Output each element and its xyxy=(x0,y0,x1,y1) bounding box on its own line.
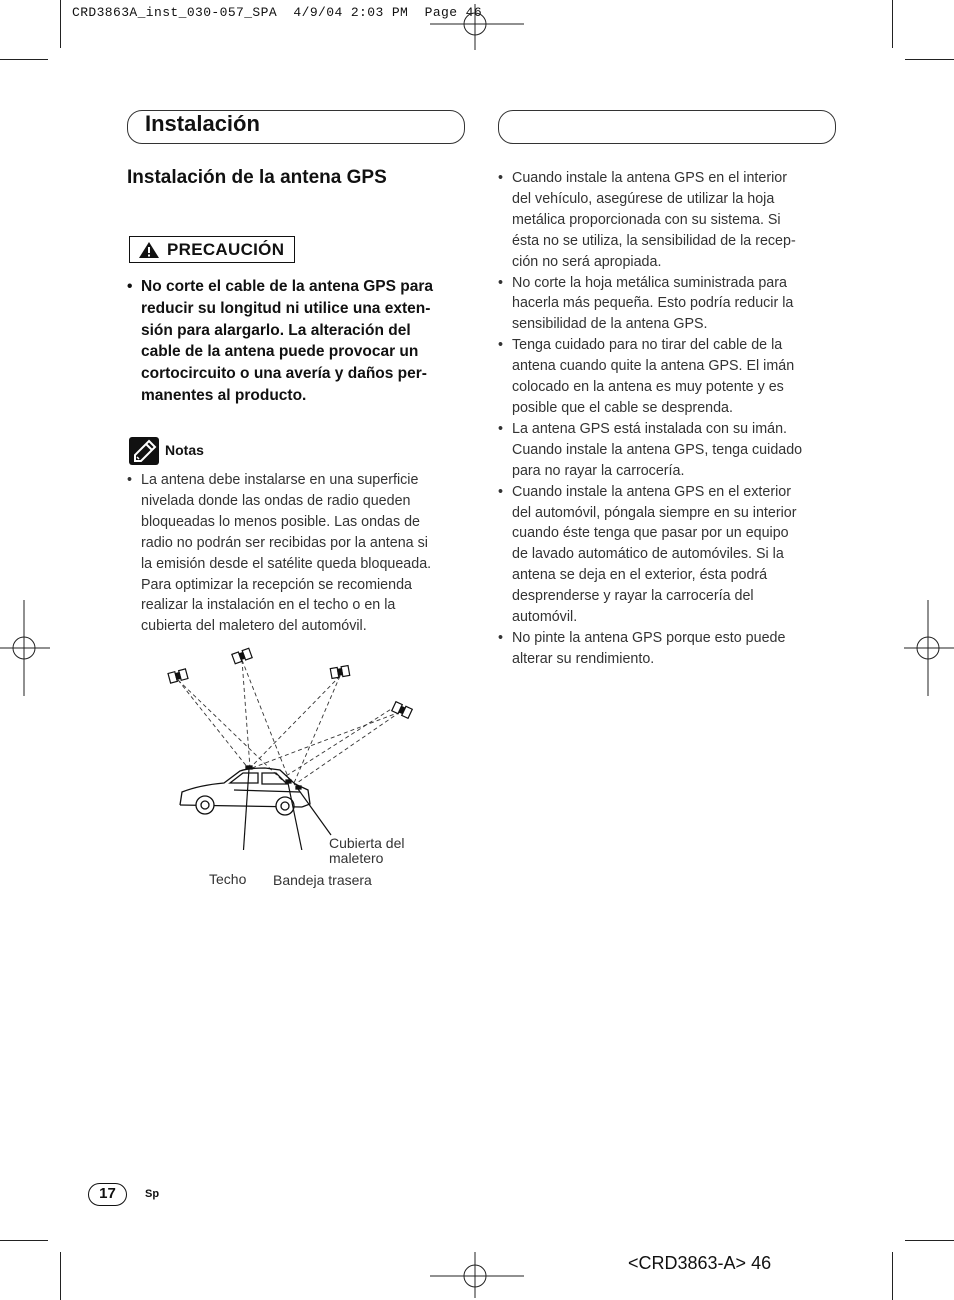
section-title-box-right xyxy=(498,110,836,144)
item-line: alterar su rendimiento. xyxy=(512,650,655,667)
satellite-icon xyxy=(168,648,412,718)
item-line: La antena GPS está instalada con su imán. xyxy=(512,420,787,437)
bullet: • xyxy=(498,420,504,437)
item-line: Cuando instale la antena GPS en el exterior xyxy=(512,483,791,500)
warning-icon xyxy=(138,241,160,259)
registration-mark xyxy=(430,1252,524,1298)
print-slug: CRD3863A_inst_030-057_SPA 4/9/04 2:03 PM Page 46 xyxy=(72,5,483,20)
right-column-list xyxy=(498,168,843,670)
caution-line: cable de la antena puede provocar un xyxy=(141,343,419,361)
item-line: cuando éste tenga que pasar por un equipo xyxy=(512,525,789,542)
crop-mark xyxy=(905,59,954,60)
crop-mark xyxy=(60,1252,61,1300)
registration-mark xyxy=(430,4,524,50)
item-line: sensibilidad de la antena GPS. xyxy=(512,316,708,333)
bullet: • xyxy=(498,274,504,291)
caution-line: cortocircuito o una avería y daños per- xyxy=(141,365,427,383)
caution-line: sión para alargarlo. La alteración del xyxy=(141,321,411,339)
note-line: bloqueadas lo menos posible. Las ondas de xyxy=(141,513,420,530)
list-item xyxy=(498,335,843,419)
item-line: colocado en la antena es muy potente y es xyxy=(512,379,784,396)
bullet: • xyxy=(127,278,133,295)
gps-antenna-illustration xyxy=(160,640,430,850)
item-line: antena se deja en el exterior, ésta podrá xyxy=(512,567,768,584)
notes-label: Notas xyxy=(165,442,204,458)
item-line: Cuando instale la antena GPS, tenga cuidado xyxy=(512,441,803,458)
page-heading: Instalación de la antena GPS xyxy=(127,167,387,188)
list-item xyxy=(498,482,843,628)
item-line: No pinte la antena GPS porque esto puede xyxy=(512,629,786,646)
item-line: automóvil. xyxy=(512,609,578,626)
label-trunk-lid-1: Cubierta del xyxy=(329,835,405,851)
crop-mark xyxy=(0,1240,48,1241)
note-line: La antena debe instalarse en una superficie xyxy=(141,472,419,488)
caution-line: manentes al producto. xyxy=(141,386,307,404)
list-item xyxy=(498,419,843,482)
note-line: Para optimizar la recepción se recomienda xyxy=(141,576,412,593)
caution-box xyxy=(129,236,295,263)
bullet: • xyxy=(498,483,504,500)
document-code: <CRD3863-A> 46 xyxy=(628,1253,772,1273)
language-label: Sp xyxy=(145,1188,160,1200)
list-item xyxy=(127,470,467,637)
registration-mark xyxy=(0,600,50,696)
item-line: antena cuando quite la antena GPS. El imán xyxy=(512,358,795,375)
note-line: realizar la instalación en el techo o en la xyxy=(141,597,396,614)
registration-mark xyxy=(904,600,954,696)
item-line: posible que el cable se desprenda. xyxy=(512,399,733,416)
item-line: desprenderse y rayar la carrocería del xyxy=(512,588,754,605)
item-line: del automóvil, póngala siempre en su interior xyxy=(512,504,797,521)
label-trunk-lid-2: maletero xyxy=(329,850,384,866)
note-line: nivelada donde las ondas de radio queden xyxy=(141,492,411,509)
note-line: radio no podrán ser recibidas por la antena si xyxy=(141,534,428,551)
item-line: No corte la hoja metálica suministrada para xyxy=(512,274,787,291)
caution-item xyxy=(127,276,472,407)
crop-mark xyxy=(905,1240,954,1241)
car-illustration xyxy=(180,766,310,815)
caution-line: reducir su longitud ni utilice una exten- xyxy=(141,299,431,317)
bullet: • xyxy=(127,472,133,488)
item-line: hacerla más pequeña. Esto podría reducir la xyxy=(512,295,794,312)
item-line: del vehículo, asegúrese de utilizar la hoja xyxy=(512,190,775,207)
crop-mark xyxy=(60,0,61,48)
item-line: metálica proporcionada con su sistema. Si xyxy=(512,211,781,228)
note-line: la emisión desde el satélite queda bloqueada. xyxy=(141,555,432,572)
list-item xyxy=(498,628,843,670)
item-line: Cuando instale la antena GPS en el interior xyxy=(512,170,787,186)
bullet: • xyxy=(498,629,504,646)
list-item xyxy=(498,168,843,273)
item-line: de lavado automático de automóviles. Si la xyxy=(512,546,784,563)
list-item xyxy=(498,273,843,336)
item-line: para no rayar la carrocería. xyxy=(512,462,685,479)
section-title: Instalación xyxy=(145,111,260,136)
crop-mark xyxy=(0,59,48,60)
crop-mark xyxy=(892,1252,893,1300)
note-line: cubierta del maletero del automóvil. xyxy=(141,618,367,635)
label-roof: Techo xyxy=(209,871,247,887)
notes-list xyxy=(127,470,467,637)
caution-label: PRECAUCIÓN xyxy=(167,240,285,259)
bullet: • xyxy=(498,337,504,354)
crop-mark xyxy=(892,0,893,48)
item-line: ción no será apropiada. xyxy=(512,253,662,270)
caution-line: No corte el cable de la antena GPS para xyxy=(141,278,434,295)
item-line: ésta no se utiliza, la sensibilidad de la recep- xyxy=(512,232,796,249)
page-number: 17 xyxy=(88,1183,127,1206)
pencil-icon xyxy=(129,437,159,465)
signal-lines xyxy=(178,660,400,785)
bullet: • xyxy=(498,170,504,186)
item-line: Tenga cuidado para no tirar del cable de la xyxy=(512,337,783,354)
label-rear-tray: Bandeja trasera xyxy=(273,872,372,888)
